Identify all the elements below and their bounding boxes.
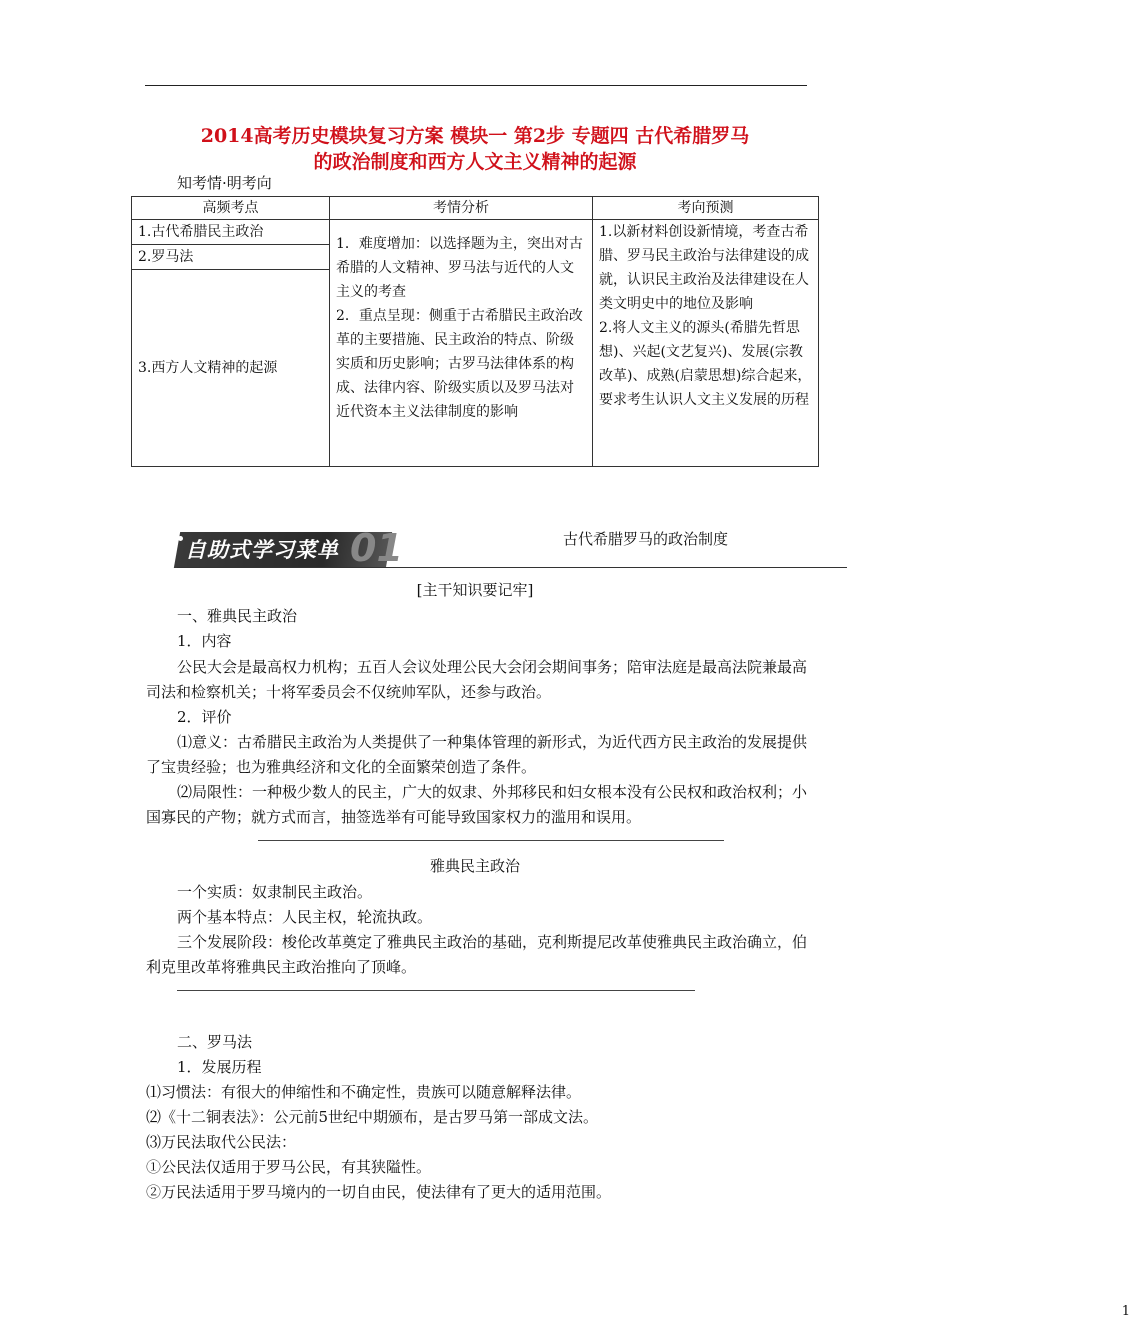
s1-h1: 1．内容 [177,632,232,650]
section-heading: [主干知识要记牢] [416,581,534,599]
box-top-rule [258,840,724,841]
forecast-text: 1.以新材料创设新情境，考查古希腊、罗马民主政治与法律建设的成就，认识民主政治及法律建设在人类文明史中的地位及影响 2.将人文主义的源头(希腊先哲思想)、兴起(文艺复兴)、发展(宗教改革)、成熟(启蒙思想)综合起来，要求考生认识人文主义发展的历程 [599,224,812,408]
subheading: 知考情·明考向 [177,174,272,192]
s1-p3: ⑵局限性：一种极少数人的民主，广大的奴隶、外邦移民和妇女根本没有公民权和政治权利；小国寡民的产物；就方式而言，抽签选举有可能导致国家权力的滥用和误用。 [146,783,808,826]
doc-title-line1: 2014高考历史模块复习方案 模块一 第2步 专题四 古代希腊罗马 [200,125,750,147]
top-rule [145,85,807,86]
box-line1: 一个实质：奴隶制民主政治。 [177,883,373,901]
s1-p1: 公民大会是最高权力机构；五百人会议处理公民大会闭会期间事务；陪审法庭是最高法院兼最高司法和检察机关；十将军委员会不仅统帅军队，还参与政治。 [146,658,808,701]
s2-heading: 二、罗马法 [177,1033,253,1051]
s1-h2: 2．评价 [177,708,232,726]
s1-p2: ⑴意义：古希腊民主政治为人类提供了一种集体管理的新形式，为近代西方民主政治的发展提供了宝贵经验；也为雅典经济和文化的全面繁荣创造了条件。 [146,733,808,776]
point-cell: 2.罗马法 [132,245,330,270]
banner-underline [177,567,847,568]
s2-line3: ⑶万民法取代公民法： [146,1133,297,1151]
header-cell: 高频考点 [132,197,330,220]
point-cell: 3.西方人文精神的起源 [132,270,330,467]
banner-label: 自助式学习菜单 [185,538,339,562]
s2-h1: 1．发展历程 [177,1058,262,1076]
s2-line2: ⑵《十二铜表法》：公元前5世纪中期颁布，是古罗马第一部成文法。 [146,1108,599,1126]
header-cell: 考向预测 [593,197,819,220]
header-cell: 考情分析 [330,197,593,220]
analysis-cell [330,220,593,467]
forecast-cell [593,220,819,467]
exam-analysis-table [131,196,819,467]
box-title: 雅典民主政治 [429,857,520,875]
banner-title: 古代希腊罗马的政治制度 [563,530,729,548]
point-cell: 1.古代希腊民主政治 [132,220,330,245]
box-line3: 三个发展阶段：梭伦改革奠定了雅典民主政治的基础，克利斯提尼改革使雅典民主政治确立，伯利克里改革将雅典民主政治推向了顶峰。 [146,933,808,976]
s2-line1: ⑴习惯法：有很大的伸缩性和不确定性，贵族可以随意解释法律。 [146,1083,582,1101]
doc-title-line2: 的政治制度和西方人文主义精神的起源 [313,151,637,173]
s1-heading: 一、雅典民主政治 [177,607,298,625]
banner-number: 01 [350,526,403,570]
s2-line5: ②万民法适用于罗马境内的一切自由民，使法律有了更大的适用范围。 [146,1183,612,1201]
page-number: 1 [1121,1304,1130,1319]
s2-line4: ①公民法仅适用于罗马公民，有其狭隘性。 [146,1158,432,1176]
banner-dot [178,536,183,541]
box-bottom-rule [177,990,695,991]
analysis-text: 1．难度增加：以选择题为主，突出对古希腊的人文精神、罗马法与近代的人文主义的考查 2．重点呈现：侧重于古希腊民主政治改革的主要措施、民主政治的特点、阶级实质和历史影响；古罗马法律体系的构成、法律内容、阶级实质以及罗马法对近代资本主义法律制度的影响 [336,236,583,420]
box-line2: 两个基本特点：人民主权，轮流执政。 [177,908,433,926]
